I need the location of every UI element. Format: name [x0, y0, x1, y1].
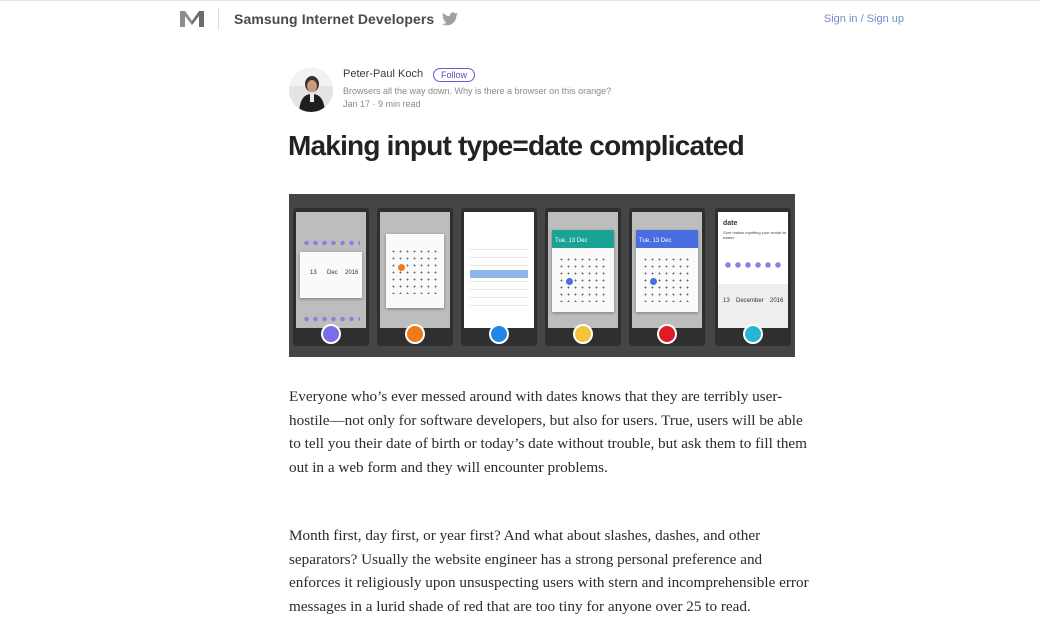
spinner-day: 13 [310, 270, 317, 276]
calendar-dialog [552, 230, 614, 312]
edge-icon [489, 324, 509, 344]
article-paragraph: Everyone who’s ever messed around with dates knows that they are terribly user-hostile—not only for software developers, but also for users. True, users will be able to tell you their date of birth or today’s date without trouble, but ask them to fill them out in a web form and they will encounter problems. [289, 388, 807, 476]
ios-wheel-day: 13 [723, 298, 730, 304]
ios-wheel-month: December [736, 298, 764, 304]
firefox-icon [405, 324, 425, 344]
phone-edge-screenshot [461, 208, 537, 346]
hero-image-date-pickers [289, 194, 795, 357]
article-title: Making input type=date complicated [288, 130, 744, 161]
phone-safari-screenshot [715, 208, 791, 346]
calendar-dialog [386, 234, 444, 308]
calendar-dialog [636, 230, 698, 312]
twitter-icon[interactable] [442, 12, 458, 26]
safari-icon [743, 324, 763, 344]
author-name-link[interactable]: Peter-Paul Koch [343, 68, 424, 80]
phone-yellow-browser-screenshot [545, 208, 621, 346]
ios-wheel-year: 2016 [770, 298, 784, 304]
samsung-internet-icon [321, 324, 341, 344]
phone-firefox-screenshot [377, 208, 453, 346]
follow-button[interactable]: Follow [433, 68, 475, 82]
ios-page-text: Sure makes inputting your whole lot easier. [723, 230, 787, 240]
author-bio: Browsers all the way down. Why is there a browser on this orange? [343, 86, 612, 96]
spinner-month: Dec [327, 270, 338, 276]
top-navigation-bar [0, 0, 1040, 38]
phone-opera-screenshot [629, 208, 705, 346]
sign-in-sign-up-link[interactable]: Sign in / Sign up [823, 13, 904, 25]
chrome-like-icon [573, 324, 593, 344]
date-spinner-dialog [300, 252, 362, 298]
header-divider [218, 8, 219, 30]
post-date-and-read-time: Jan 17 · 9 min read [343, 99, 421, 109]
article-paragraph: Month first, day first, or year first? And what about slashes, dashes, and other separators? Usually the website engineer has a strong personal preference and enforces it religiously upon unsuspecting users with stern and incomprehensible error messages in a lurid shade of red that are too tiny for anyone over 25 to read. [289, 527, 809, 615]
spinner-year: 2016 [345, 270, 359, 276]
author-photo [289, 68, 333, 112]
ios-page-title: date [723, 220, 738, 227]
author-avatar[interactable] [289, 68, 333, 112]
calendar-header-date: Tue, 13 Dec [555, 238, 588, 244]
medium-logo-icon[interactable] [180, 9, 204, 29]
phone-samsung-screenshot [293, 208, 369, 346]
calendar-header-date: Tue, 13 Dec [639, 238, 672, 244]
publication-name-link[interactable]: Samsung Internet Developers [234, 11, 435, 27]
opera-icon [657, 324, 677, 344]
